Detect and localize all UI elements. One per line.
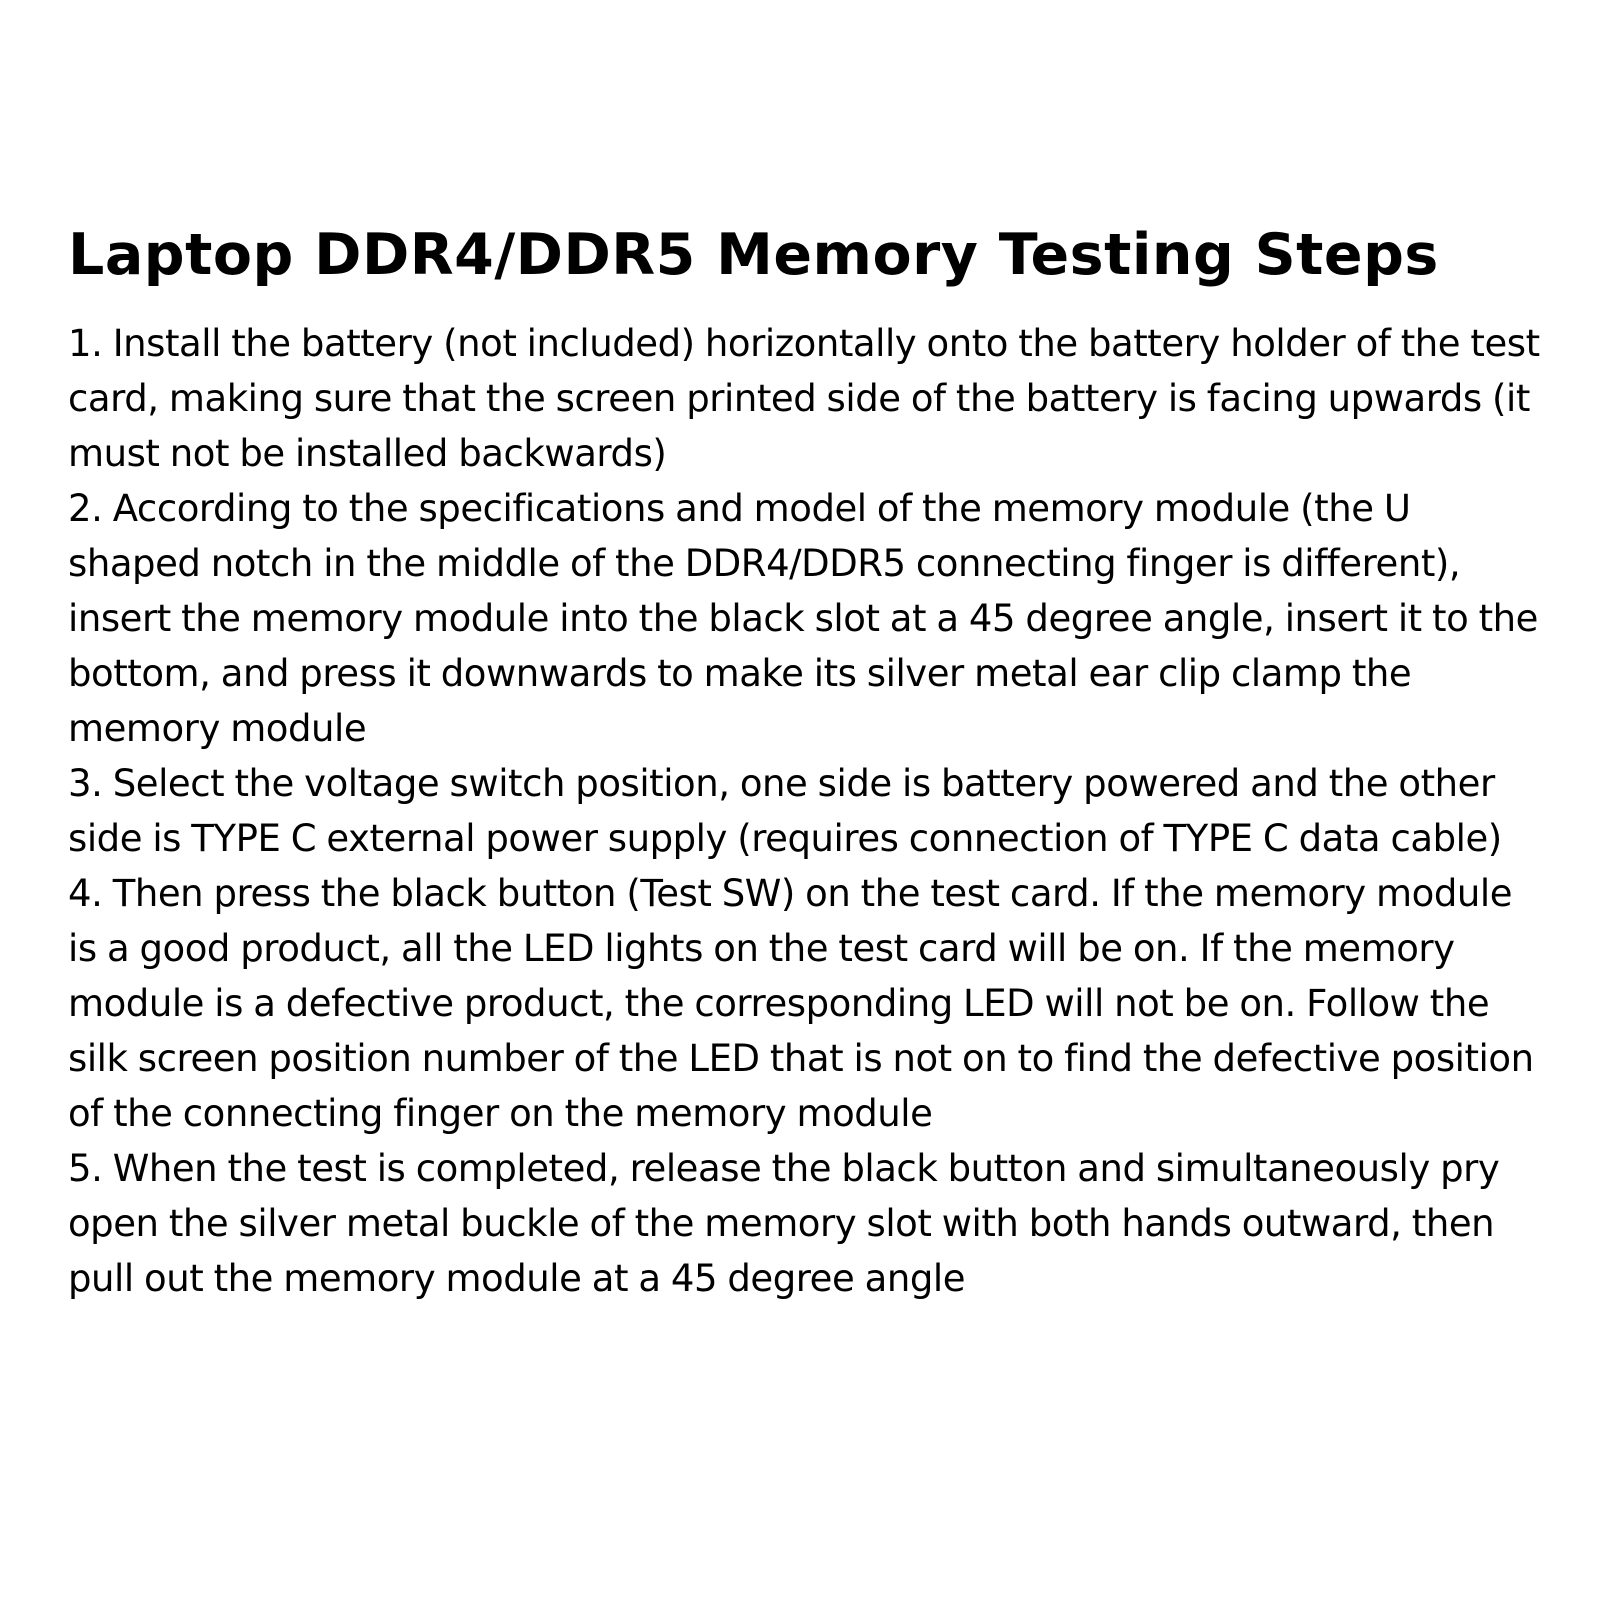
steps-list <box>68 316 1548 1306</box>
step-4: 4. Then press the black button (Test SW) on the test card. If the memory module is a good product, all the LED lights on the test card will be on. If the memory module is a defective product, the corresponding LED will not be on. Follow the silk screen position number of the LED that is not on to find the defective position of the connecting finger on the memory module <box>68 872 1534 1135</box>
step-3: 3. Select the voltage switch position, one side is battery powered and the other side is TYPE C external power supply (requires connection of TYPE C data cable) <box>68 762 1502 860</box>
page-title: Laptop DDR4/DDR5 Memory Testing Steps <box>68 222 1439 288</box>
step-2: 2. According to the specifications and model of the memory module (the U shaped notch in the middle of the DDR4/DDR5 connecting finger is different), insert the memory module into the black slot at a 45 degree angle, insert it to the bottom, and press it downwards to make its silver metal ear clip clamp the memory module <box>68 487 1538 750</box>
step-1: 1. Install the battery (not included) horizontally onto the battery holder of the test card, making sure that the screen printed side of the battery is facing upwards (it must not be installed backwards) <box>68 322 1540 475</box>
document <box>68 222 1548 1306</box>
step-5: 5. When the test is completed, release the black button and simultaneously pry open the silver metal buckle of the memory slot with both hands outward, then pull out the memory module at a 45 degree angle <box>68 1147 1500 1300</box>
